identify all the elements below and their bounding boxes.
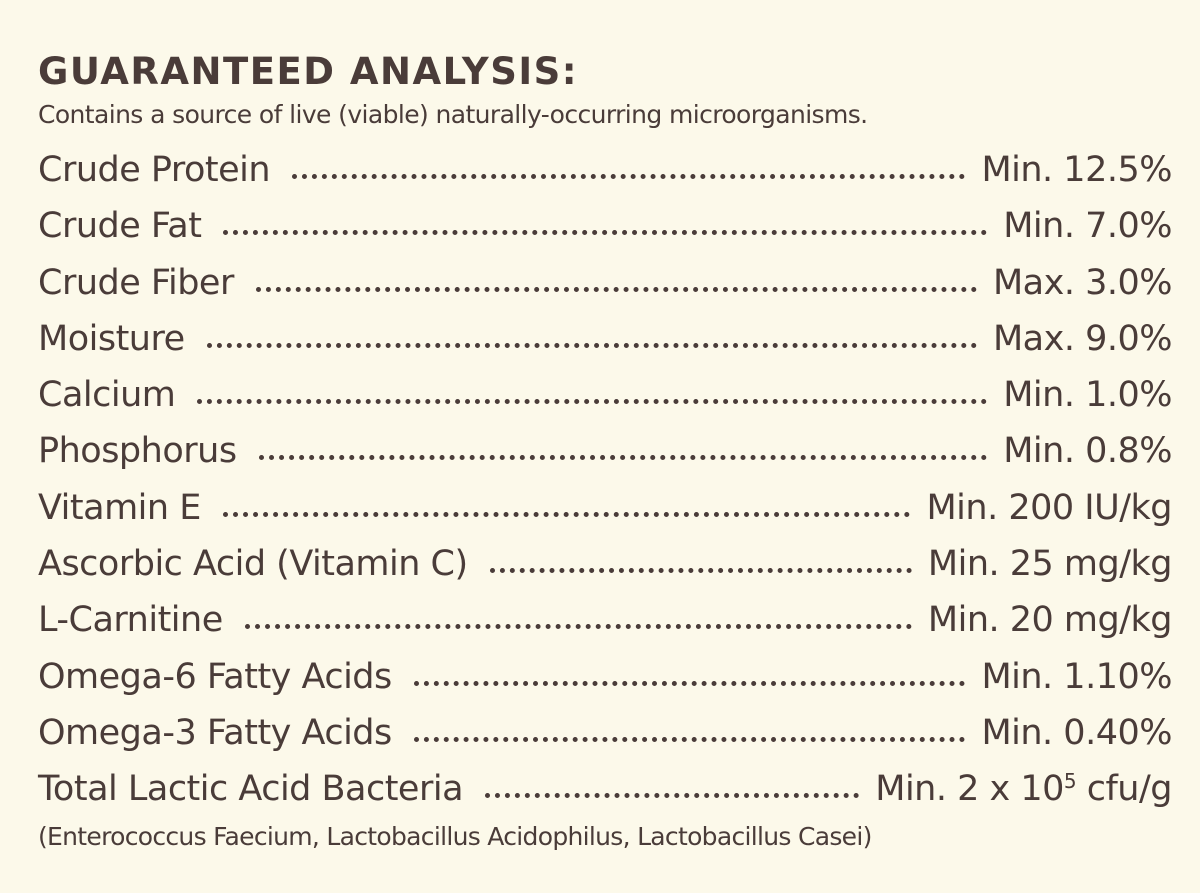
dot-leader (414, 737, 966, 742)
nutrient-value: Min. 20 mg/kg (927, 600, 1172, 641)
nutrient-value: Min. 200 IU/kg (926, 487, 1172, 528)
nutrient-label: Ascorbic Acid (Vitamin C) (38, 544, 468, 585)
nutrient-value: Min. 1.10% (981, 656, 1172, 697)
dot-leader (223, 230, 987, 235)
analysis-subtitle: Contains a source of live (viable) naturally-occurring microorganisms. (38, 100, 868, 129)
bacteria-footnote: (Enterococcus Faecium, Lactobacillus Acidophilus, Lactobacillus Casei) (38, 822, 872, 851)
dot-leader (414, 681, 966, 686)
nutrient-label: Omega-3 Fatty Acids (38, 712, 392, 753)
dot-leader (490, 568, 912, 573)
nutrient-label: Moisture (38, 318, 185, 359)
value-suffix: cfu/g (1076, 769, 1172, 810)
dot-leader (259, 455, 988, 460)
nutrient-value: Min. 0.40% (981, 712, 1172, 753)
analysis-title: GUARANTEED ANALYSIS: (38, 50, 579, 93)
nutrient-label: Crude Fat (38, 206, 202, 247)
value-exponent: 5 (1063, 769, 1077, 794)
nutrient-value: Min. 25 mg/kg (927, 544, 1172, 585)
nutrient-value: Max. 9.0% (992, 318, 1172, 359)
nutrient-label: Vitamin E (38, 487, 201, 528)
nutrient-value (875, 769, 1172, 809)
dot-leader (207, 343, 977, 348)
analysis-row-lactic-acid-bacteria (38, 769, 1172, 825)
analysis-row-moisture (38, 319, 1172, 375)
analysis-row-crude-fat (38, 206, 1172, 262)
dot-leader (245, 624, 912, 629)
dot-leader (485, 793, 859, 798)
analysis-row-crude-fiber (38, 263, 1172, 319)
nutrient-label: Crude Fiber (38, 262, 234, 303)
nutrient-value: Min. 7.0% (1003, 206, 1172, 247)
analysis-row-omega-3 (38, 713, 1172, 769)
nutrient-value: Max. 3.0% (992, 262, 1172, 303)
nutrient-value: Min. 1.0% (1003, 375, 1172, 416)
analysis-row-l-carnitine (38, 600, 1172, 656)
nutrient-label: Calcium (38, 375, 176, 416)
nutrient-label: Omega-6 Fatty Acids (38, 656, 392, 697)
dot-leader (197, 399, 987, 404)
dot-leader (292, 174, 965, 179)
nutrient-label: L-Carnitine (38, 600, 223, 641)
nutrient-value: Min. 0.8% (1003, 431, 1172, 472)
value-prefix: Min. 2 x 10 (875, 769, 1064, 810)
nutrient-label: Total Lactic Acid Bacteria (38, 769, 464, 810)
dot-leader (256, 287, 977, 292)
nutrient-value: Min. 12.5% (981, 150, 1172, 190)
nutrient-label: Phosphorus (38, 431, 237, 472)
analysis-row-ascorbic-acid (38, 544, 1172, 600)
analysis-row-crude-protein (38, 150, 1172, 206)
dot-leader (223, 512, 911, 517)
analysis-row-calcium (38, 375, 1172, 431)
nutrient-label: Crude Protein (38, 150, 271, 190)
analysis-row-vitamin-e (38, 488, 1172, 544)
analysis-list (38, 150, 1172, 826)
analysis-row-omega-6 (38, 657, 1172, 713)
analysis-row-phosphorus (38, 431, 1172, 487)
